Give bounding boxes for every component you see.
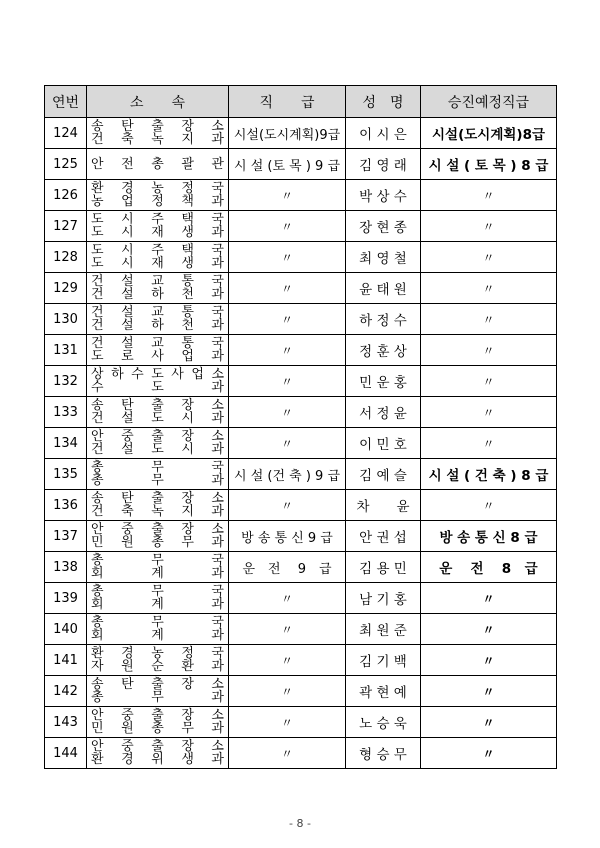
department-line: 건 축 녹 지 과 <box>91 132 224 147</box>
current-grade: 시 설 (건 축 ) 9 급 <box>229 459 346 490</box>
promotion-grade: 〃 <box>421 397 557 428</box>
department-line: 안 중 출 장 소 <box>91 708 224 723</box>
current-grade: 〃 <box>229 397 346 428</box>
current-grade: 〃 <box>229 304 346 335</box>
current-grade: 〃 <box>229 273 346 304</box>
table-row <box>45 242 557 273</box>
table-row <box>45 583 557 614</box>
department-cell <box>87 366 229 397</box>
table-row <box>45 459 557 490</box>
row-number: 132 <box>45 366 87 397</box>
table-row <box>45 180 557 211</box>
person-name: 윤 태 원 <box>346 273 421 304</box>
person-name: 안 권 섭 <box>346 521 421 552</box>
promotion-grade: 〃 <box>421 211 557 242</box>
current-grade: 〃 <box>229 242 346 273</box>
header-dept: 소 속 <box>87 86 229 118</box>
row-number: 142 <box>45 676 87 707</box>
department-line: 송 탄 출 장 소 <box>91 119 224 134</box>
promotion-grade: 〃 <box>421 428 557 459</box>
table-row <box>45 273 557 304</box>
department-line: 건 설 도 시 과 <box>91 411 224 426</box>
row-number: 129 <box>45 273 87 304</box>
current-grade: 〃 <box>229 707 346 738</box>
department-line: 도 시 재 생 과 <box>91 225 224 240</box>
promotion-grade: 〃 <box>421 583 557 614</box>
department-line: 농 업 정 책 과 <box>91 194 224 209</box>
page-number: - 8 - <box>289 817 311 830</box>
table-row <box>45 676 557 707</box>
department-line: 건 설 하 천 과 <box>91 318 224 333</box>
department-cell <box>87 645 229 676</box>
person-name: 김 용 민 <box>346 552 421 583</box>
row-number: 125 <box>45 149 87 180</box>
promotion-grade: 〃 <box>421 490 557 521</box>
department-cell <box>87 428 229 459</box>
current-grade: 〃 <box>229 645 346 676</box>
person-name: 최 영 철 <box>346 242 421 273</box>
person-name: 서 정 윤 <box>346 397 421 428</box>
promotion-table <box>44 85 557 769</box>
department-line: 총 무 국 <box>91 584 224 599</box>
department-cell <box>87 614 229 645</box>
table-row <box>45 304 557 335</box>
promotion-grade: 시 설 ( 건 축 ) 8 급 <box>421 459 557 490</box>
department-line: 건 축 녹 지 과 <box>91 504 224 519</box>
row-number: 136 <box>45 490 87 521</box>
department-line: 자 원 순 환 과 <box>91 659 224 674</box>
department-cell <box>87 676 229 707</box>
person-name: 박 상 수 <box>346 180 421 211</box>
department-line: 안 중 출 장 소 <box>91 429 224 444</box>
promotion-grade: 〃 <box>421 707 557 738</box>
person-name: 장 현 종 <box>346 211 421 242</box>
department-cell <box>87 304 229 335</box>
current-grade: 〃 <box>229 676 346 707</box>
department-cell <box>87 149 229 180</box>
department-cell <box>87 180 229 211</box>
current-grade: 〃 <box>229 490 346 521</box>
person-name: 최 원 준 <box>346 614 421 645</box>
current-grade: 〃 <box>229 335 346 366</box>
department-line: 회 계 과 <box>91 628 224 643</box>
department-cell <box>87 707 229 738</box>
department-line: 건 설 교 통 국 <box>91 305 224 320</box>
department-cell <box>87 583 229 614</box>
row-number: 131 <box>45 335 87 366</box>
row-number: 137 <box>45 521 87 552</box>
table-row <box>45 707 557 738</box>
person-name: 이 민 호 <box>346 428 421 459</box>
promotion-grade: 〃 <box>421 304 557 335</box>
row-number: 126 <box>45 180 87 211</box>
department-line: 안 중 출 장 소 <box>91 522 224 537</box>
promotion-grade: 〃 <box>421 180 557 211</box>
department-cell <box>87 738 229 769</box>
department-line: 안 중 출 장 소 <box>91 739 224 754</box>
department-line: 상 하 수 도 사 업 소 <box>91 367 224 382</box>
current-grade: 시설(도시계획)9급 <box>229 118 346 149</box>
header-row <box>45 86 557 118</box>
department-cell <box>87 397 229 428</box>
department-line: 환 경 농 정 국 <box>91 181 224 196</box>
current-grade: 〃 <box>229 180 346 211</box>
department-line: 총 무 국 <box>91 460 224 475</box>
person-name: 김 예 슬 <box>346 459 421 490</box>
current-grade: 〃 <box>229 738 346 769</box>
current-grade: 〃 <box>229 211 346 242</box>
department-cell <box>87 552 229 583</box>
table-row <box>45 118 557 149</box>
department-line: 안 전 총 괄 관 <box>91 156 224 172</box>
department-line: 회 계 과 <box>91 597 224 612</box>
table-row <box>45 490 557 521</box>
row-number: 124 <box>45 118 87 149</box>
current-grade: 운 전 9 급 <box>229 552 346 583</box>
row-number: 141 <box>45 645 87 676</box>
current-grade: 시 설 (토 목 ) 9 급 <box>229 149 346 180</box>
department-cell <box>87 273 229 304</box>
department-line: 건 설 하 천 과 <box>91 287 224 302</box>
table-row <box>45 521 557 552</box>
department-line: 건 설 교 통 국 <box>91 274 224 289</box>
promotion-grade: 〃 <box>421 242 557 273</box>
department-line: 총 무 과 <box>91 473 224 488</box>
department-line: 총 무 국 <box>91 615 224 630</box>
department-cell <box>87 242 229 273</box>
department-cell <box>87 490 229 521</box>
department-line: 건 설 교 통 국 <box>91 336 224 351</box>
department-line: 도 시 재 생 과 <box>91 256 224 271</box>
table-row <box>45 211 557 242</box>
promotion-grade: 〃 <box>421 645 557 676</box>
row-number: 144 <box>45 738 87 769</box>
person-name: 차 윤 <box>346 490 421 521</box>
row-number: 140 <box>45 614 87 645</box>
department-line: 송 탄 출 장 소 <box>91 398 224 413</box>
row-number: 134 <box>45 428 87 459</box>
department-line: 총 무 국 <box>91 553 224 568</box>
person-name: 하 정 수 <box>346 304 421 335</box>
header-name: 성 명 <box>346 86 421 118</box>
department-line: 건 설 도 시 과 <box>91 442 224 457</box>
row-number: 138 <box>45 552 87 583</box>
promotion-grade: 〃 <box>421 614 557 645</box>
row-number: 139 <box>45 583 87 614</box>
header-no: 연번 <box>45 86 87 118</box>
table-row <box>45 645 557 676</box>
department-line: 수 도 과 <box>91 380 224 395</box>
table-row <box>45 428 557 459</box>
person-name: 형 승 무 <box>346 738 421 769</box>
department-line: 도 로 사 업 과 <box>91 349 224 364</box>
current-grade: 〃 <box>229 583 346 614</box>
department-line: 총 무 과 <box>91 690 224 705</box>
row-number: 133 <box>45 397 87 428</box>
table-row <box>45 149 557 180</box>
promotion-grade: 방 송 통 신 8 급 <box>421 521 557 552</box>
table-row <box>45 552 557 583</box>
promotion-grade: 시설(도시계획)8급 <box>421 118 557 149</box>
row-number: 128 <box>45 242 87 273</box>
table-row <box>45 366 557 397</box>
department-cell <box>87 335 229 366</box>
row-number: 127 <box>45 211 87 242</box>
promotion-grade: 〃 <box>421 676 557 707</box>
promotion-grade: 시 설 ( 토 목 ) 8 급 <box>421 149 557 180</box>
department-cell <box>87 211 229 242</box>
department-line: 민 원 총 무 과 <box>91 721 224 736</box>
department-cell <box>87 459 229 490</box>
header-grade: 직 급 <box>229 86 346 118</box>
department-line: 송 탄 출 장 소 <box>91 491 224 506</box>
header-promo: 승진예정직급 <box>421 86 557 118</box>
current-grade: 〃 <box>229 366 346 397</box>
department-cell <box>87 118 229 149</box>
promotion-grade: 〃 <box>421 366 557 397</box>
department-line: 환 경 농 정 국 <box>91 646 224 661</box>
department-line: 도 시 주 택 국 <box>91 212 224 227</box>
promotion-grade: 〃 <box>421 273 557 304</box>
person-name: 김 영 래 <box>346 149 421 180</box>
table-row <box>45 397 557 428</box>
row-number: 130 <box>45 304 87 335</box>
person-name: 노 승 욱 <box>346 707 421 738</box>
promotion-grade: 〃 <box>421 738 557 769</box>
current-grade: 〃 <box>229 428 346 459</box>
current-grade: 방 송 통 신 9 급 <box>229 521 346 552</box>
table-row <box>45 335 557 366</box>
person-name: 이 시 은 <box>346 118 421 149</box>
department-line: 회 계 과 <box>91 566 224 581</box>
person-name: 김 기 백 <box>346 645 421 676</box>
promotion-grade: 〃 <box>421 335 557 366</box>
department-cell <box>87 521 229 552</box>
person-name: 남 기 홍 <box>346 583 421 614</box>
table-row <box>45 614 557 645</box>
department-line: 송 탄 출 장 소 <box>91 677 224 692</box>
department-line: 도 시 주 택 국 <box>91 243 224 258</box>
row-number: 135 <box>45 459 87 490</box>
person-name: 민 운 홍 <box>346 366 421 397</box>
person-name: 정 훈 상 <box>346 335 421 366</box>
department-line: 환 경 위 생 과 <box>91 752 224 767</box>
promotion-grade: 운 전 8 급 <box>421 552 557 583</box>
current-grade: 〃 <box>229 614 346 645</box>
table-row <box>45 738 557 769</box>
row-number: 143 <box>45 707 87 738</box>
department-line: 민 원 총 무 과 <box>91 535 224 550</box>
person-name: 곽 현 예 <box>346 676 421 707</box>
